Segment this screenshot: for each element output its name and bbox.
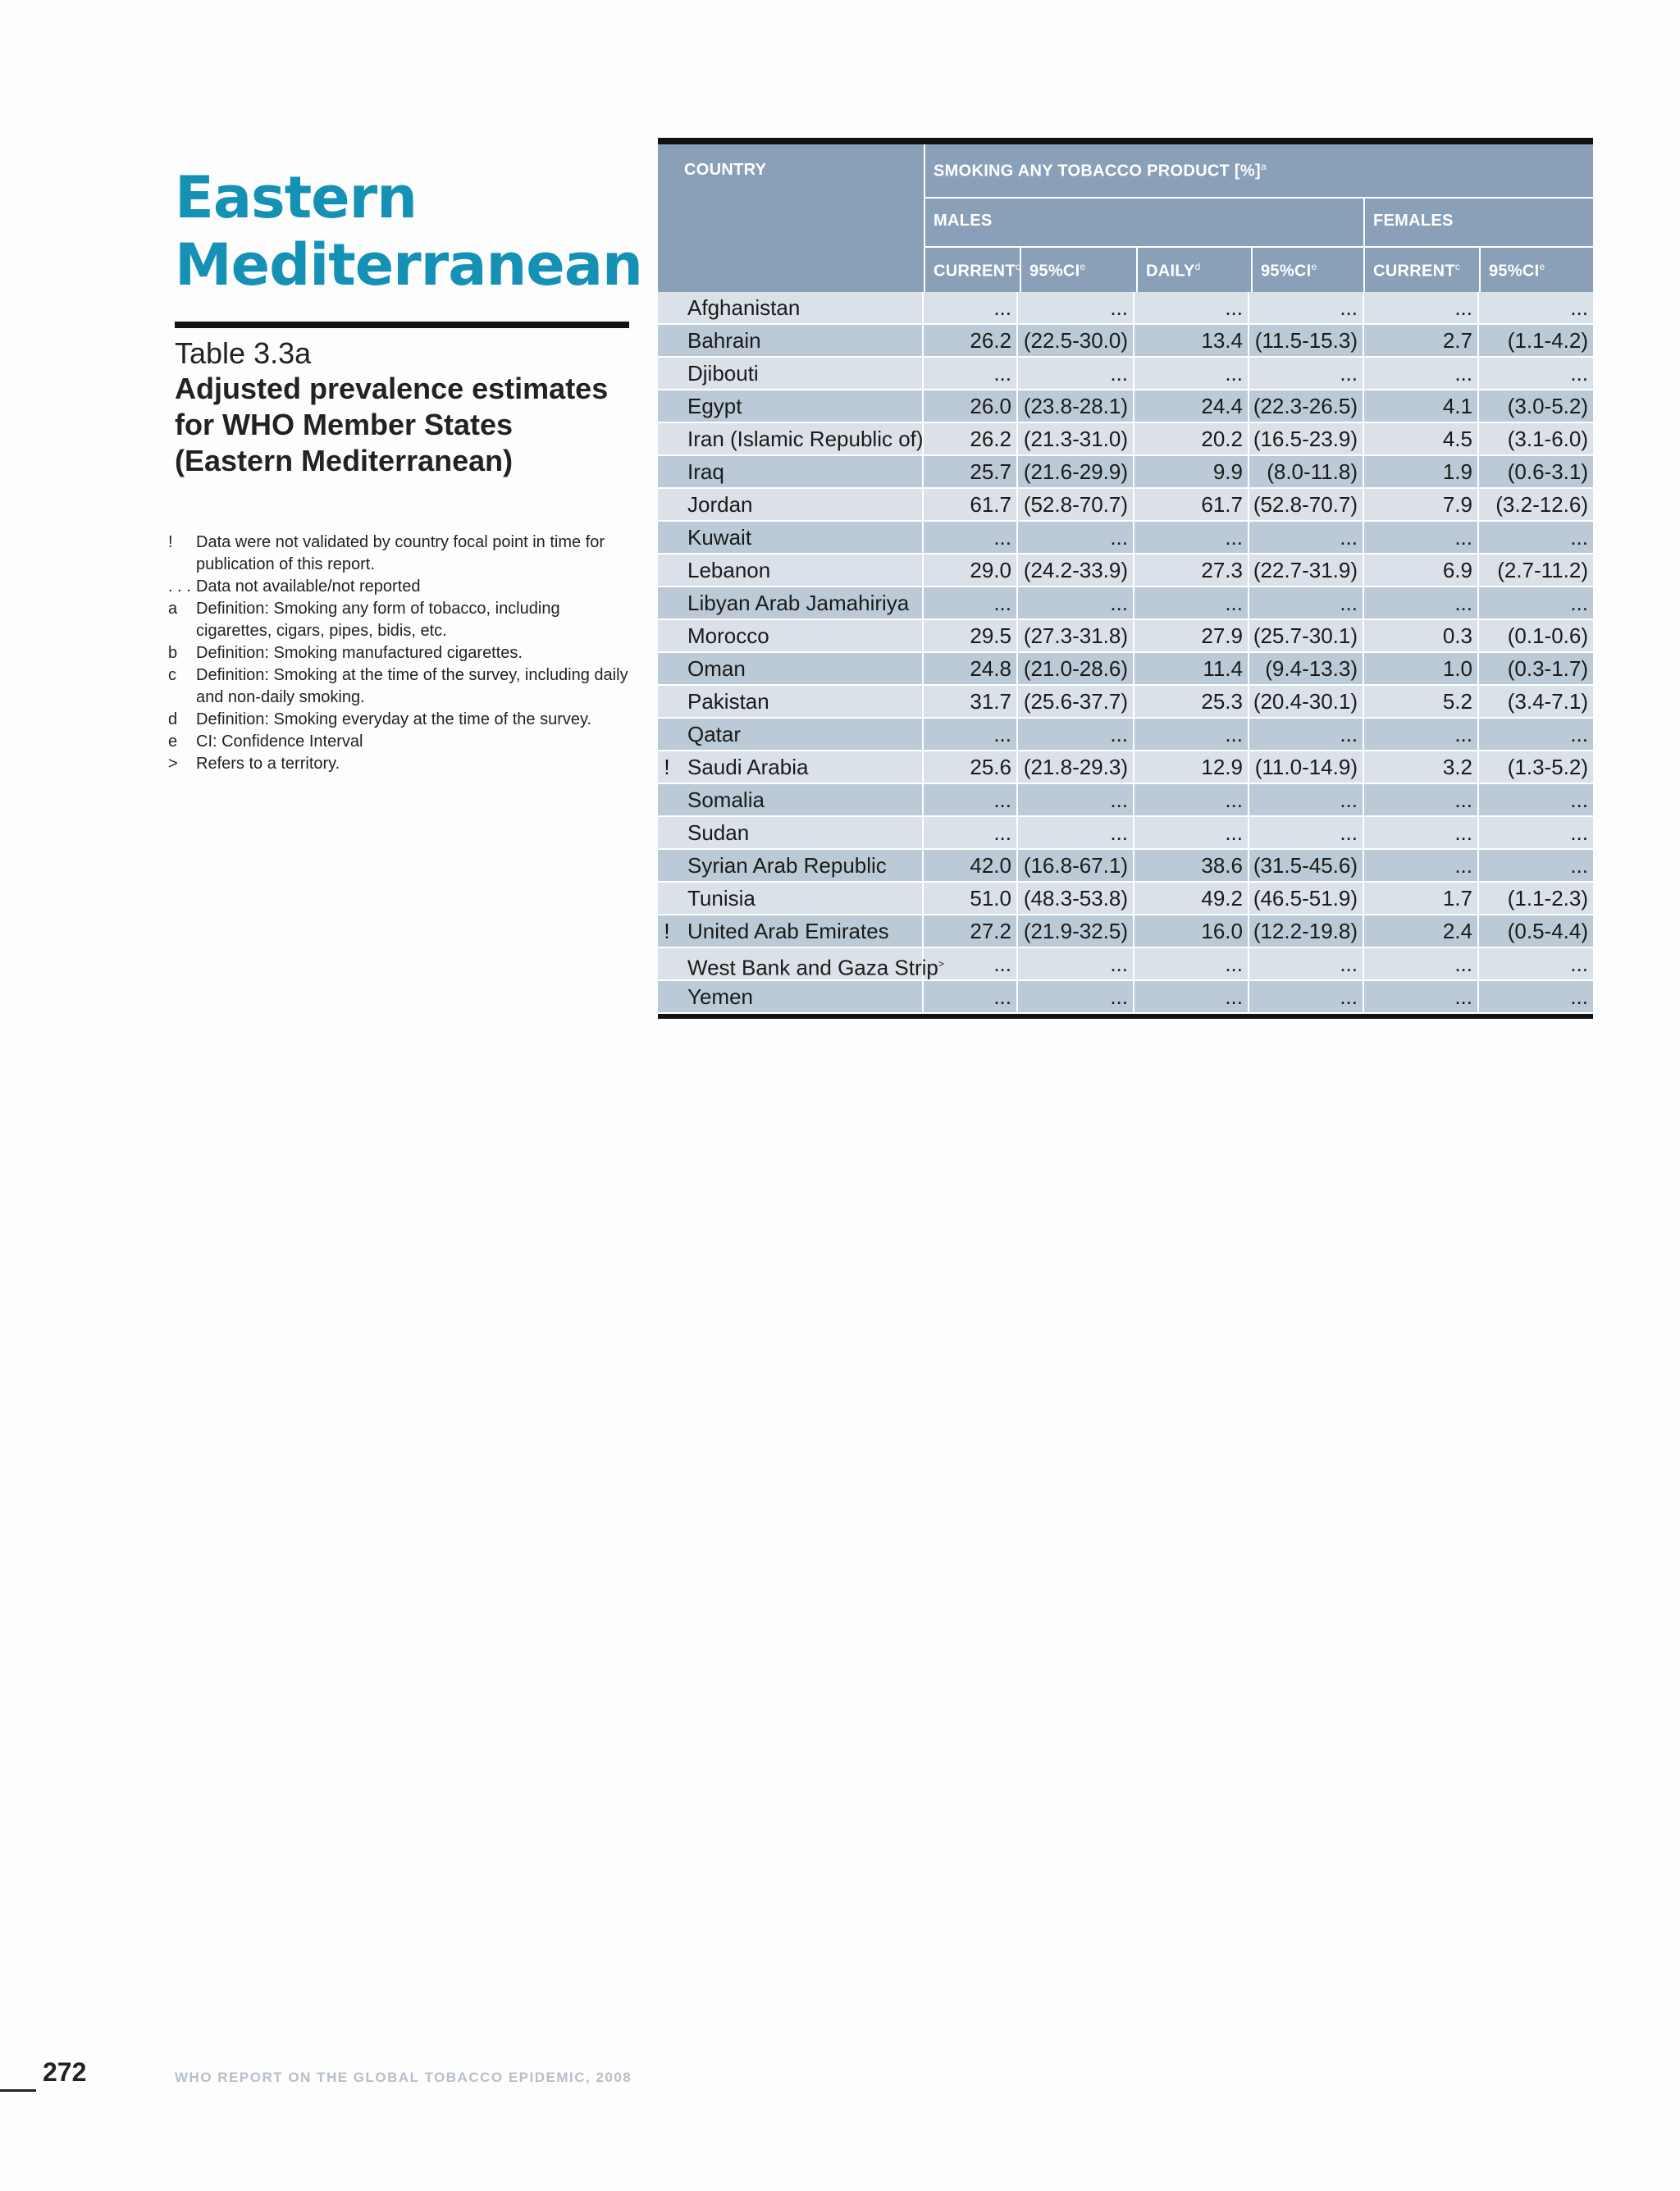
country-name (676, 719, 924, 750)
row-flag (658, 948, 676, 979)
table-cell: ... (1249, 587, 1364, 619)
country-name (676, 620, 924, 651)
country-label: Lebanon (687, 558, 771, 582)
header-col-males-daily (1138, 261, 1201, 281)
country-name (676, 358, 924, 389)
footnote-text: Definition: Smoking any form of tobacco, including cigarettes, cigars, pipes, bidis, etc. (196, 600, 560, 640)
header-country: COUNTRY (684, 161, 767, 179)
running-footer: WHO REPORT ON THE GLOBAL TOBACCO EPIDEMIC, 2008 (175, 2070, 632, 2085)
table-cell: 27.2 (924, 915, 1018, 947)
table-cell: (52.8-70.7) (1018, 489, 1134, 520)
header-group (925, 161, 1267, 181)
table-cell: 61.7 (1134, 489, 1249, 520)
table-cell: 4.5 (1364, 423, 1479, 454)
footnote (168, 731, 636, 753)
page-number: 272 (43, 2057, 87, 2087)
table-cell: 25.3 (1134, 686, 1249, 717)
table-cell: 2.4 (1364, 915, 1479, 947)
country-name (676, 653, 924, 684)
footnote-symbol: c (168, 666, 176, 684)
table-cell: (1.1-2.3) (1507, 886, 1588, 911)
table-cell: ... (1249, 522, 1364, 553)
prevalence-table (658, 138, 1593, 1019)
table-cell: ... (924, 948, 1018, 979)
table-cell: ... (1018, 358, 1134, 389)
table-cell: ... (1570, 591, 1588, 615)
country-name (676, 522, 924, 553)
table-cell: 3.2 (1364, 751, 1479, 783)
table-cell: ... (1364, 948, 1479, 979)
footnote (168, 664, 636, 709)
table-cell: 1.9 (1364, 456, 1479, 487)
table-cell: ... (924, 784, 1018, 815)
table-cell: (2.7-11.2) (1497, 558, 1588, 582)
row-flag: ! (664, 919, 670, 943)
table-cell: ... (1249, 948, 1364, 979)
table-row (658, 620, 1593, 653)
table-row (658, 456, 1593, 489)
table-cell: 25.7 (924, 456, 1018, 487)
country-label: Pakistan (687, 689, 769, 714)
table-cell: ... (1134, 981, 1249, 1012)
table-cell: 9.9 (1134, 456, 1249, 487)
table-cell: ... (1134, 292, 1249, 323)
table-cell: (3.4-7.1) (1507, 689, 1588, 714)
table-cell: (21.3-31.0) (1018, 423, 1134, 454)
table-cell: 0.3 (1364, 620, 1479, 651)
country-name (676, 325, 924, 356)
table-cell: ... (924, 981, 1018, 1012)
country-label: Sudan (687, 820, 750, 845)
table-row (658, 653, 1593, 686)
table-cell: ... (1364, 784, 1479, 815)
country-label: Oman (687, 656, 746, 681)
country-name (676, 915, 924, 947)
table-row (658, 489, 1593, 522)
header-col-label: DAILY (1146, 262, 1195, 281)
table-cell: ... (1570, 952, 1588, 976)
header-col-sup: e (1539, 261, 1545, 272)
country-label: Egypt (687, 394, 742, 418)
table-cell: ... (1134, 948, 1249, 979)
footnote (168, 598, 636, 642)
row-flag (658, 817, 676, 848)
table-cell: ... (1134, 358, 1249, 389)
table-cell: 24.8 (924, 653, 1018, 684)
table-cell: ... (924, 719, 1018, 750)
country-label: Somalia (687, 787, 765, 812)
table-body (658, 292, 1593, 1014)
country-label: Qatar (687, 722, 742, 746)
row-flag (658, 292, 676, 323)
table-cell: 27.3 (1134, 555, 1249, 586)
footnote-text: Definition: Smoking everyday at the time of the survey. (196, 710, 592, 728)
table-top-rule (658, 138, 1593, 144)
table-cell: ... (924, 587, 1018, 619)
footnote-symbol: e (168, 733, 178, 751)
table-cell: ... (1249, 784, 1364, 815)
country-name (676, 686, 924, 717)
table-cell: ... (1570, 787, 1588, 812)
table-cell: (0.6-3.1) (1507, 459, 1588, 484)
country-name (676, 489, 924, 520)
header-col-males-ci (1021, 261, 1086, 281)
row-flag (658, 883, 676, 914)
table-cell: (27.3-31.8) (1018, 620, 1134, 651)
table-cell: ... (1570, 853, 1588, 878)
table-cell: 38.6 (1134, 850, 1249, 881)
header-col-males-daily-ci (1253, 261, 1317, 281)
table-cell: (8.0-11.8) (1249, 456, 1364, 487)
table-number: Table 3.3a (175, 336, 312, 370)
region-title (175, 164, 642, 299)
row-flag (658, 653, 676, 684)
table-cell: (9.4-13.3) (1249, 653, 1364, 684)
table-cell: ... (1570, 295, 1588, 320)
table-cell: 13.4 (1134, 325, 1249, 356)
table-cell: ... (924, 292, 1018, 323)
header-col-males-current (925, 261, 1020, 281)
footnote-symbol: d (168, 710, 178, 728)
table-bottom-rule (658, 1014, 1593, 1019)
table-cell: 11.4 (1134, 653, 1249, 684)
territory-marker: > (938, 958, 944, 970)
table-cell: ... (1134, 817, 1249, 848)
header-group-label: SMOKING ANY TOBACCO PRODUCT [%] (934, 162, 1261, 180)
country-label: Tunisia (687, 886, 756, 911)
table-cell: (21.9-32.5) (1018, 915, 1134, 947)
country-name (676, 784, 924, 815)
header-divider (925, 197, 1593, 199)
table-row (658, 719, 1593, 751)
row-flag (658, 587, 676, 619)
row-flag (658, 423, 676, 454)
table-cell: 42.0 (924, 850, 1018, 881)
header-col-sup: c (1015, 261, 1021, 272)
footnote (168, 642, 636, 664)
table-header (658, 144, 1593, 292)
country-label: Yemen (687, 984, 753, 1009)
table-cell: ... (1249, 981, 1364, 1012)
table-cell: 5.2 (1364, 686, 1479, 717)
table-cell: ... (1364, 522, 1479, 553)
table-cell: ... (924, 522, 1018, 553)
table-cell: ... (1570, 984, 1588, 1009)
table-cell: 31.7 (924, 686, 1018, 717)
table-row (658, 292, 1593, 325)
table-cell: (48.3-53.8) (1018, 883, 1134, 914)
table-cell: (3.2-12.6) (1495, 492, 1588, 517)
table-row (658, 850, 1593, 883)
country-label: Morocco (687, 623, 769, 648)
table-cell: (21.0-28.6) (1018, 653, 1134, 684)
table-cell: 2.7 (1364, 325, 1479, 356)
row-flag (658, 784, 676, 815)
table-cell: ... (1018, 817, 1134, 848)
table-cell: 27.9 (1134, 620, 1249, 651)
table-cell: ... (1570, 820, 1588, 845)
table-cell: 51.0 (924, 883, 1018, 914)
country-name (676, 751, 924, 783)
header-col-sup: e (1080, 261, 1086, 272)
table-cell: (25.6-37.7) (1018, 686, 1134, 717)
table-cell: (3.0-5.2) (1507, 394, 1588, 418)
table-cell: (16.5-23.9) (1249, 423, 1364, 454)
row-flag: ! (664, 755, 670, 779)
table-cell: (20.4-30.1) (1249, 686, 1364, 717)
footnotes (168, 532, 636, 775)
table-cell: ... (1570, 361, 1588, 386)
table-cell: 26.2 (924, 325, 1018, 356)
table-cell: ... (924, 358, 1018, 389)
footnote (168, 753, 636, 775)
row-flag (658, 456, 676, 487)
country-name (676, 587, 924, 619)
footnote-symbol: > (168, 755, 178, 773)
country-label: United Arab Emirates (687, 919, 889, 943)
table-cell: ... (1018, 719, 1134, 750)
header-col-females-ci (1481, 261, 1545, 281)
table-cell: (31.5-45.6) (1249, 850, 1364, 881)
table-cell: ... (1134, 784, 1249, 815)
country-name (676, 292, 924, 323)
table-cell: (24.2-33.9) (1018, 555, 1134, 586)
header-col-sup: c (1454, 261, 1461, 272)
table-cell: (0.3-1.7) (1507, 656, 1588, 681)
table-cell: ... (1249, 817, 1364, 848)
table-row (658, 883, 1593, 915)
table-row (658, 555, 1593, 587)
country-label: Libyan Arab Jamahiriya (687, 591, 910, 615)
table-cell: (22.7-31.9) (1249, 555, 1364, 586)
header-col-females-current (1365, 261, 1460, 281)
region-title-line2: Mediterranean (175, 231, 642, 299)
country-name (676, 423, 924, 454)
row-flag (658, 850, 676, 881)
row-flag (658, 522, 676, 553)
table-cell: (46.5-51.9) (1249, 883, 1364, 914)
table-cell: ... (1018, 522, 1134, 553)
header-divider (925, 246, 1593, 248)
footnote-text: Definition: Smoking manufactured cigarettes. (196, 644, 523, 662)
table-row (658, 686, 1593, 719)
table-cell: 29.0 (924, 555, 1018, 586)
table-cell: ... (1364, 850, 1479, 881)
table-cell: (25.7-30.1) (1249, 620, 1364, 651)
table-cell: (11.5-15.3) (1249, 325, 1364, 356)
table-cell: ... (1364, 817, 1479, 848)
row-flag (658, 325, 676, 356)
country-label: Iraq (687, 459, 724, 484)
country-label: Afghanistan (687, 295, 801, 320)
country-label: Bahrain (687, 328, 761, 353)
header-col-label: 95%CI (1029, 262, 1080, 281)
table-cell: 16.0 (1134, 915, 1249, 947)
country-label: Syrian Arab Republic (687, 853, 887, 878)
table-cell: ... (1364, 719, 1479, 750)
table-cell: (3.1-6.0) (1507, 427, 1588, 451)
table-cell: 4.1 (1364, 390, 1479, 422)
country-name (676, 390, 924, 422)
table-cell: 25.6 (924, 751, 1018, 783)
table-row (658, 522, 1593, 555)
table-row (658, 948, 1593, 981)
table-cell: (21.6-29.9) (1018, 456, 1134, 487)
table-title: Adjusted prevalence estimates for WHO Member States (Eastern Mediterranean) (175, 372, 609, 477)
table-cell: (1.3-5.2) (1507, 755, 1588, 779)
region-title-line1: Eastern (175, 164, 418, 231)
country-label: Saudi Arabia (687, 755, 809, 779)
table-cell: ... (1134, 522, 1249, 553)
footnote-text: Data not available/not reported (196, 577, 421, 596)
header-col-label: 95%CI (1261, 262, 1312, 281)
footnote-text: Data were not validated by country focal point in time for publication of this report. (196, 533, 605, 573)
table-cell: 29.5 (924, 620, 1018, 651)
table-cell: 1.7 (1364, 883, 1479, 914)
table-cell: 49.2 (1134, 883, 1249, 914)
table-cell: (21.8-29.3) (1018, 751, 1134, 783)
table-cell: ... (1018, 948, 1134, 979)
footnote-text: Definition: Smoking at the time of the survey, including daily and non-daily smoking. (196, 666, 628, 706)
header-males: MALES (934, 212, 993, 230)
table-cell: (23.8-28.1) (1018, 390, 1134, 422)
table-cell: ... (1018, 292, 1134, 323)
row-flag (658, 719, 676, 750)
footnote-symbol: b (168, 644, 178, 662)
table-cell: (52.8-70.7) (1249, 489, 1364, 520)
country-name (676, 948, 944, 980)
table-cell: ... (1364, 981, 1479, 1012)
country-name (676, 850, 924, 881)
table-row (658, 390, 1593, 423)
table-cell: ... (1364, 358, 1479, 389)
table-cell: (0.5-4.4) (1507, 919, 1588, 943)
country-label: Kuwait (687, 525, 752, 550)
table-cell: ... (1134, 719, 1249, 750)
header-col-label: CURRENT (934, 262, 1016, 281)
table-row (658, 423, 1593, 456)
table-cell: ... (1249, 358, 1364, 389)
table-row (658, 981, 1593, 1014)
table-cell: ... (1364, 292, 1479, 323)
country-label: Iran (Islamic Republic of) (687, 427, 924, 451)
row-flag (658, 358, 676, 389)
table-cell: ... (1570, 525, 1588, 550)
table-cell: 12.9 (1134, 751, 1249, 783)
country-name (676, 883, 924, 914)
page-number-rule (0, 2089, 36, 2092)
footnote-symbol: a (168, 600, 178, 618)
country-label: Djibouti (687, 361, 759, 386)
table-row (658, 325, 1593, 358)
table-cell: 61.7 (924, 489, 1018, 520)
header-col-sup: d (1194, 261, 1201, 272)
row-flag (658, 620, 676, 651)
footnote (168, 532, 636, 576)
table-cell: (11.0-14.9) (1249, 751, 1364, 783)
table-cell: (12.2-19.8) (1249, 915, 1364, 947)
country-name (676, 555, 924, 586)
header-group-sup: a (1260, 161, 1267, 172)
table-cell: 26.2 (924, 423, 1018, 454)
table-cell: ... (1134, 587, 1249, 619)
table-cell: ... (1249, 292, 1364, 323)
footnote-text: CI: Confidence Interval (196, 733, 363, 751)
footnote-text: Refers to a territory. (196, 755, 340, 773)
table-cell: ... (1018, 784, 1134, 815)
table-cell: 24.4 (1134, 390, 1249, 422)
table-cell: (22.5-30.0) (1018, 325, 1134, 356)
table-cell: 20.2 (1134, 423, 1249, 454)
country-name (676, 456, 924, 487)
table-row (658, 587, 1593, 620)
footnote (168, 576, 636, 598)
footnote-symbol: ! (168, 533, 173, 551)
table-row (658, 915, 1593, 948)
row-flag (658, 489, 676, 520)
table-cell: ... (1364, 587, 1479, 619)
table-cell: ... (1570, 722, 1588, 746)
table-cell: ... (1018, 587, 1134, 619)
table-cell: ... (1018, 981, 1134, 1012)
table-cell: 1.0 (1364, 653, 1479, 684)
header-col-label: CURRENT (1373, 262, 1455, 281)
country-name (676, 817, 924, 848)
footnote-symbol: . . . (168, 577, 191, 596)
country-label: Jordan (687, 492, 753, 517)
table-row (658, 358, 1593, 390)
table-cell: (16.8-67.1) (1018, 850, 1134, 881)
table-row (658, 817, 1593, 850)
table-cell: 7.9 (1364, 489, 1479, 520)
table-cell: 26.0 (924, 390, 1018, 422)
table-cell: (22.3-26.5) (1249, 390, 1364, 422)
table-cell: (1.1-4.2) (1507, 328, 1588, 353)
footnote (168, 709, 636, 731)
country-label: West Bank and Gaza Strip (687, 955, 938, 980)
row-flag (658, 390, 676, 422)
title-rule (175, 322, 629, 328)
table-cell: 6.9 (1364, 555, 1479, 586)
header-col-sup: e (1311, 261, 1317, 272)
row-flag (658, 981, 676, 1012)
table-cell: (0.1-0.6) (1507, 623, 1588, 648)
country-name (676, 981, 924, 1012)
table-row (658, 784, 1593, 817)
row-flag (658, 555, 676, 586)
table-cell: ... (924, 817, 1018, 848)
header-col-label: 95%CI (1489, 262, 1540, 281)
header-females: FEMALES (1373, 212, 1454, 230)
row-flag (658, 686, 676, 717)
table-row (658, 751, 1593, 784)
table-cell: ... (1249, 719, 1364, 750)
